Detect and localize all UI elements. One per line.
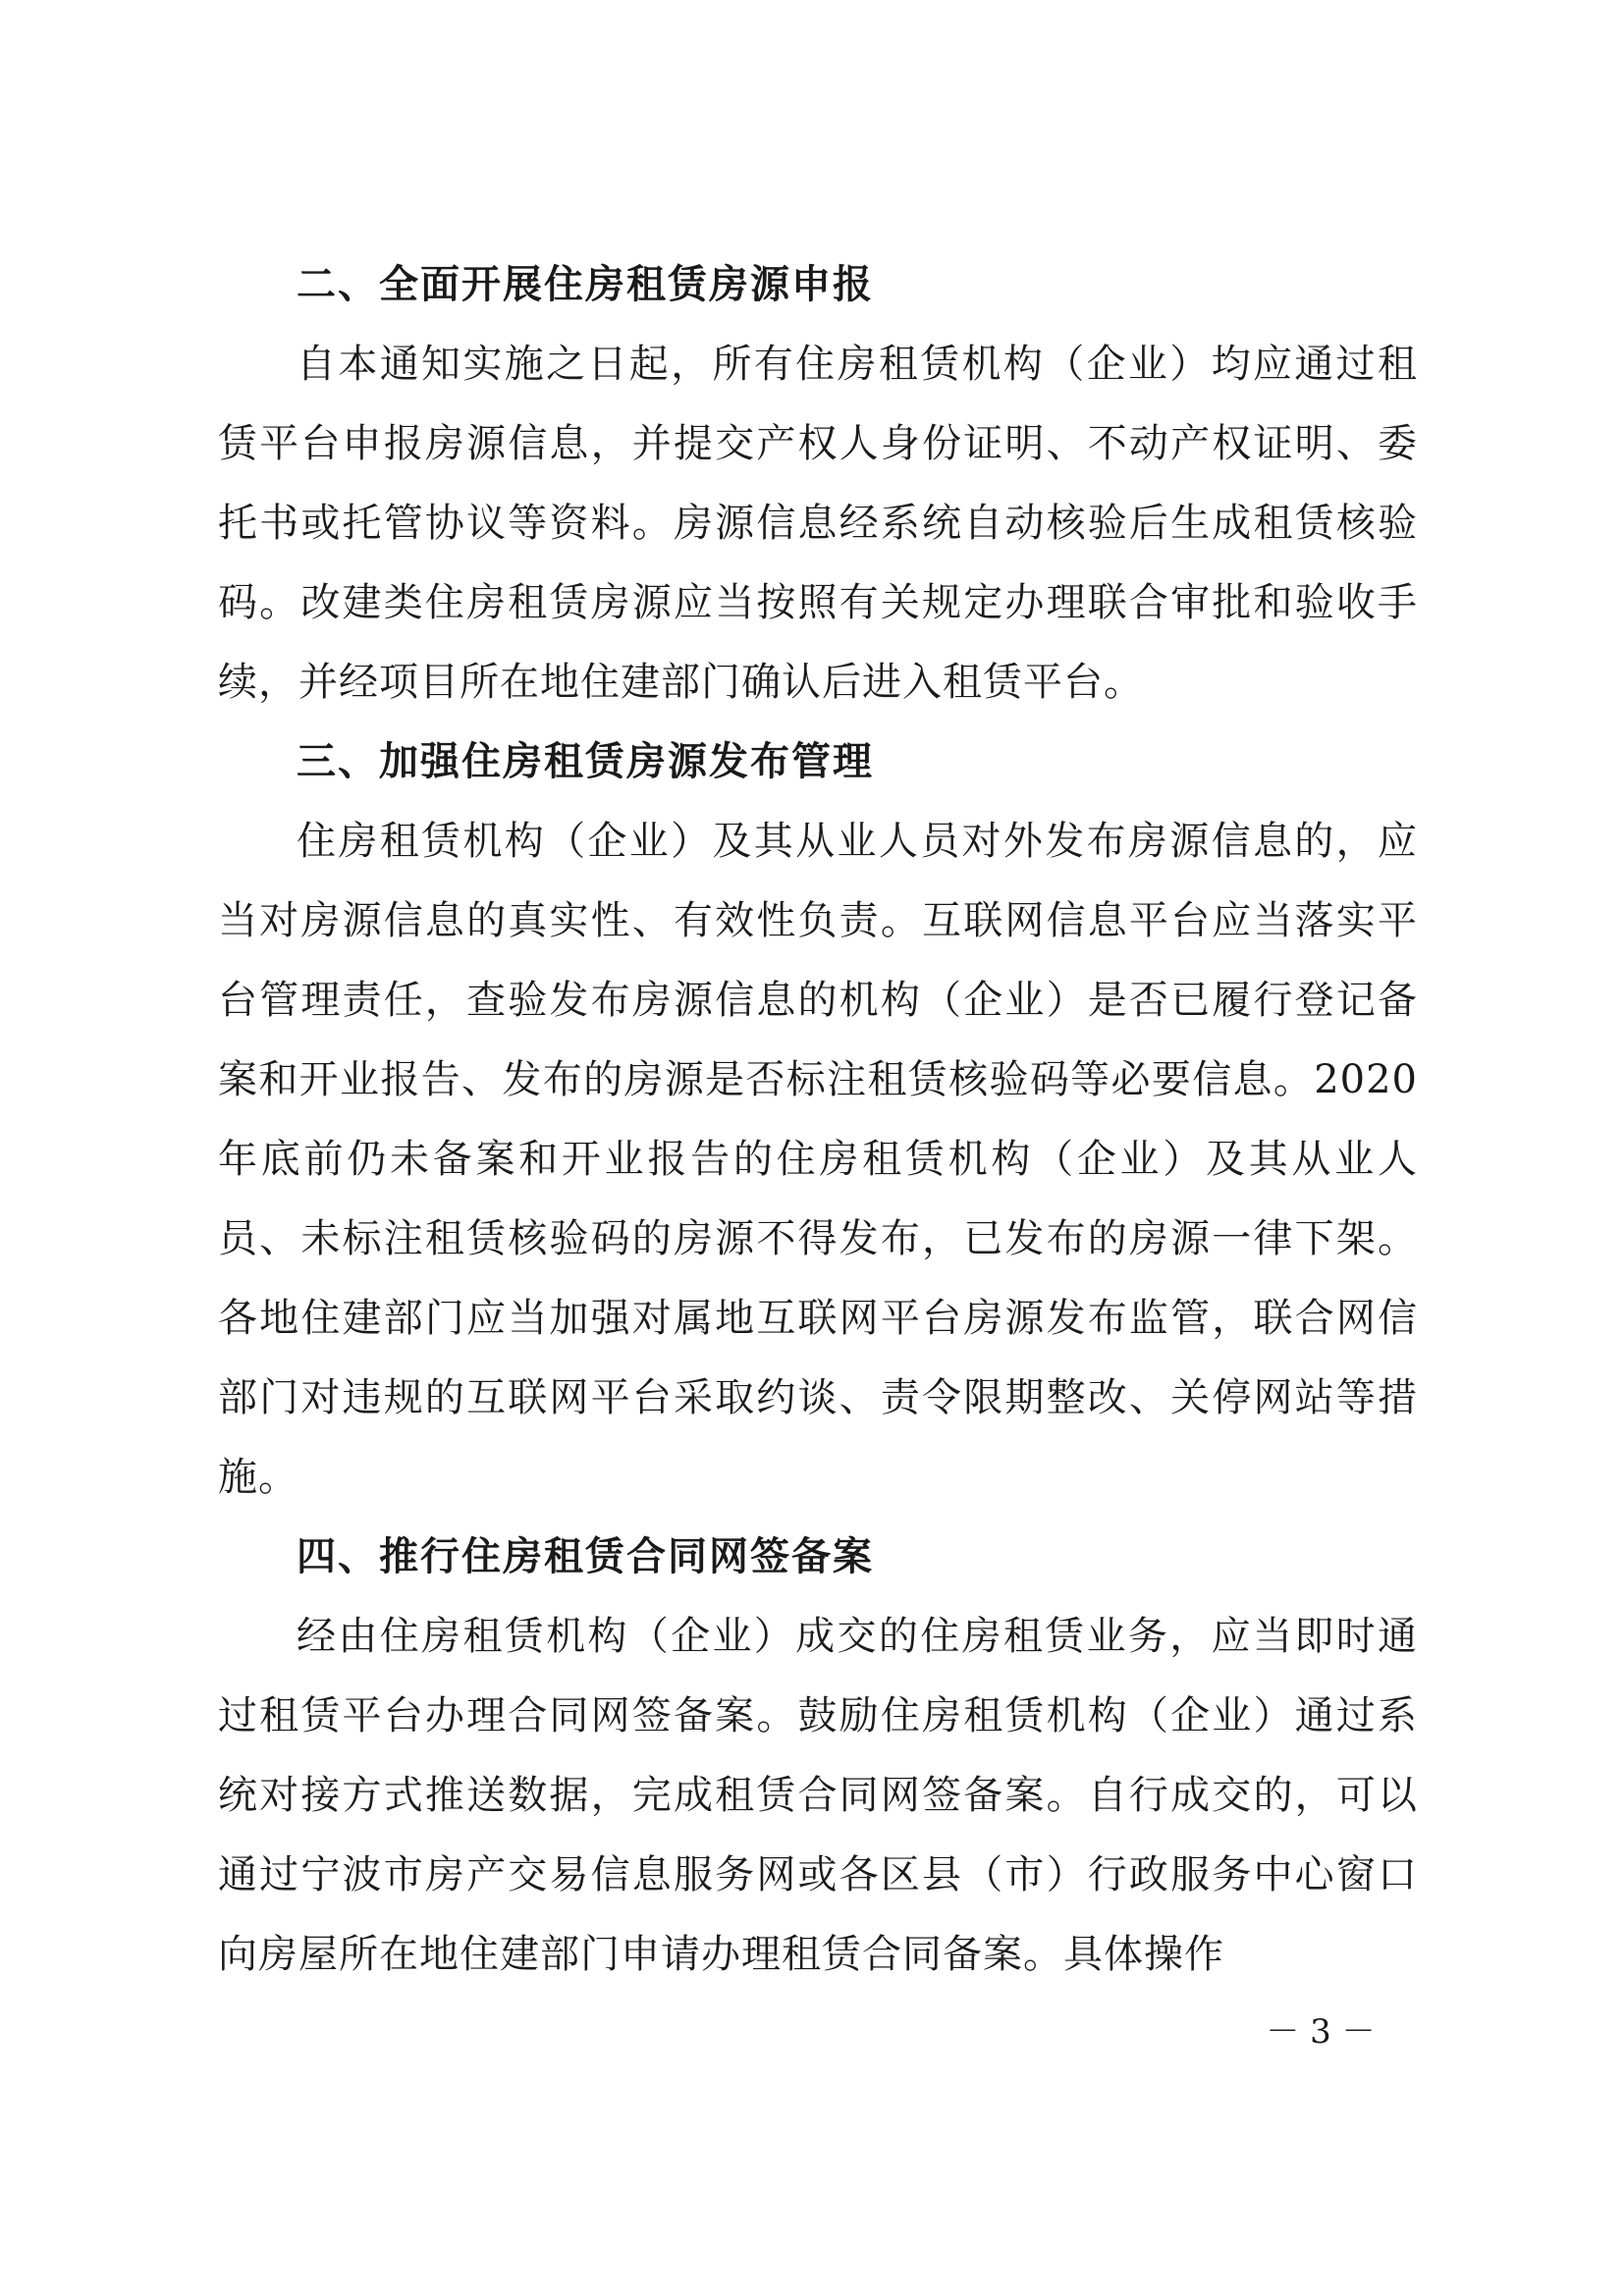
section-heading-3: 三、加强住房租赁房源发布管理 [297, 739, 874, 784]
page-number: － 3 － [1266, 2012, 1376, 2052]
section-paragraph-4: 经由住房租赁机构（企业）成交的住房租赁业务，应当即时通过租赁平台办理合同网签备案。鼓励住房租赁机构（企业）通过系统对接方式推送数据，完成租赁合同网签备案。自行成交的，可以通过宁波市房产交易信息服务网或各区县（市）行政服务中心窗口向房屋所在地住建部门申请办理租赁合同备案。具体操作 [218, 1614, 1418, 1977]
section-heading-2: 二、全面开展住房租赁房源申报 [297, 262, 874, 307]
section-paragraph-3: 住房租赁机构（企业）及其从业人员对外发布房源信息的，应当对房源信息的真实性、有效性负责。互联网信息平台应当落实平台管理责任，查验发布房源信息的机构（企业）是否已履行登记备案和开业报告、发布的房源是否标注租赁核验码等必要信息。2020年底前仍未备案和开业报告的住房租赁机构（企业）及其从业人员、未标注租赁核验码的房源不得发布，已发布的房源一律下架。各地住建部门应当加强对属地互联网平台房源发布监管，联合网信部门对违规的互联网平台采取约谈、责令限期整改、关停网站等措施。 [218, 819, 1418, 1500]
section-heading-4: 四、推行住房租赁合同网签备案 [297, 1534, 874, 1579]
document-body [218, 245, 1418, 1995]
section-paragraph-2: 自本通知实施之日起，所有住房租赁机构（企业）均应通过租赁平台申报房源信息，并提交产权人身份证明、不动产权证明、委托书或托管协议等资料。房源信息经系统自动核验后生成租赁核验码。改建类住房租赁房源应当按照有关规定办理联合审批和验收手续，并经项目所在地住建部门确认后进入租赁平台。 [218, 342, 1418, 705]
